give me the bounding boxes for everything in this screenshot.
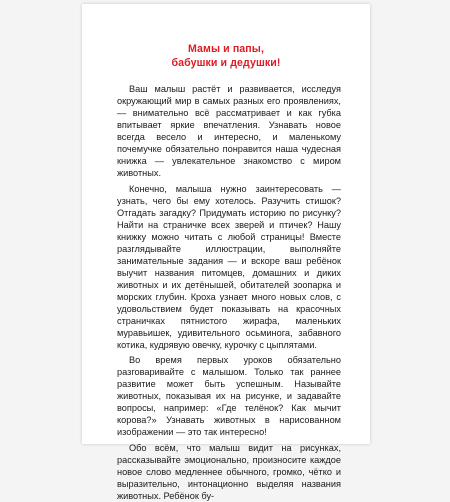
paragraph-3: Во время первых уроков обязательно разговаривайте с малышом. Только так раннее развитие может быть успешным. Называйте животных, показывая их на рисунке, и задавайте вопросы, например: «Где телёнок? Как мычит корова?» Узнавать животных в нарисованном изображении — это так интересно! [117, 355, 341, 438]
title-line-2: бабушки и дедушки! [171, 57, 281, 69]
paragraph-4: Обо всём, что малыш видит на рисунках, рассказывайте эмоционально, произносите каждое новое слово медленнее обычного, громко, чётко и выразительно, интонационно выделяя названия животных. Ребёнок бу- [117, 442, 341, 501]
body-text [82, 83, 370, 502]
book-page [82, 4, 370, 501]
paragraph-2: Конечно, малыша нужно заинтересовать — узнать, чего бы ему хотелось. Разучить стишок? Отгадать загадку? Придумать историю по рисунку? Найти на страничке всех зверей и птичек? Нашу книжку можно читать с любой страницы! Вместе разглядывайте иллюстрации, выполняйте занимательные задания — и вскоре ваш ребёнок выучит названия питомцев, домашних и диких животных и их детёнышей, обитателей зоопарка и морских глубин. Кроха узнает много новых слов, с удовольствием будет показывать на красочных страничках пятнистого жирафа, маленьких муравьишек, удивительного осьминога, забавного котика, кудрявую овечку, курочку с цыплятами. [117, 183, 341, 350]
title-line-1: Мамы и папы, [187, 43, 264, 55]
paragraph-1: Ваш малыш растёт и развивается, исследуя окружающий мир в самых разных его проявлениях, — внимательно всё рассматривает и как губка впитывает яркие впечатления. Узнавать новое всегда весело и интересно, и маленькому почемучке обязательно понравится наша чудесная книжка — увлекательное знакомство с миром животных. [117, 84, 341, 178]
page-title [82, 42, 370, 70]
